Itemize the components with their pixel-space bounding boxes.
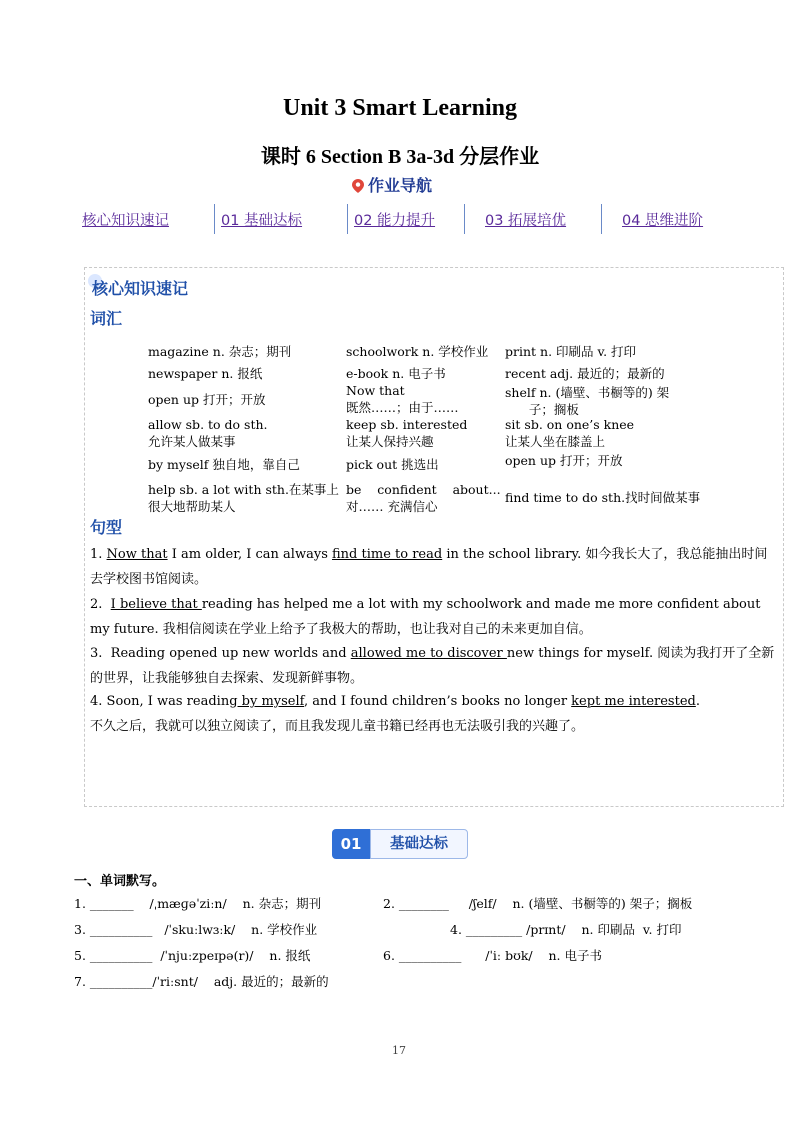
vocab-item: Now that 既然……；由于…… bbox=[346, 383, 459, 415]
sentence-heading: 句型 bbox=[90, 518, 123, 537]
page-number: 17 bbox=[392, 1044, 406, 1057]
vocab-item: open up 打开；开放 bbox=[505, 453, 623, 468]
vocab-item: print n. 印刷品 v. 打印 bbox=[505, 344, 637, 359]
sentence-item: 3. Reading opened up new worlds and allowed me to discover new things for myself. 阅读为我打开了全新的世界，让我能够独自去探索、发现新鲜事物。 bbox=[90, 646, 775, 686]
vocab-item: keep sb. interested 让某人保持兴趣 bbox=[346, 417, 468, 449]
nav-link-core[interactable]: 核心知识速记 bbox=[82, 212, 169, 229]
page-subtitle: 课时 6 Section B 3a-3d 分层作业 bbox=[260, 146, 540, 168]
question-item: 7. __________/ˈriːsnt/ adj. 最近的；最新的 bbox=[74, 974, 329, 989]
vocab-item: sit sb. on one’s knee 让某人坐在膝盖上 bbox=[505, 417, 635, 449]
vocab-item: open up 打开；开放 bbox=[148, 392, 266, 407]
page-title: Unit 3 Smart Learning bbox=[283, 95, 517, 121]
vocab-item: allow sb. to do sth. 允许某人做某事 bbox=[148, 417, 268, 449]
vocab-item: by myself 独自地，靠自己 bbox=[148, 457, 300, 472]
question-item: 4. _________ /prɪnt/ n. 印刷品 v. 打印 bbox=[450, 922, 682, 937]
exercise-badge bbox=[332, 829, 468, 859]
sentence-item: 4. Soon, I was reading by myself, and I found children’s books no longer kept me interested. bbox=[90, 694, 700, 709]
vocab-item: newspaper n. 报纸 bbox=[148, 366, 263, 381]
vocab-item: find time to do sth.找时间做某事 bbox=[505, 490, 701, 505]
vocab-item: schoolwork n. 学校作业 bbox=[346, 344, 489, 359]
question-item: 3. __________ /ˈskuːlwɜːk/ n. 学校作业 bbox=[74, 922, 318, 937]
homework-nav bbox=[82, 204, 722, 234]
vocab-heading: 词汇 bbox=[90, 309, 123, 328]
vocab-item: shelf n. (墙壁、书橱等的) 架 子；搁板 bbox=[505, 385, 670, 417]
vocab-item: e-book n. 电子书 bbox=[346, 366, 446, 381]
vocab-item: recent adj. 最近的；最新的 bbox=[505, 366, 665, 381]
core-knowledge-label: 核心知识速记 bbox=[92, 279, 189, 298]
homework-nav-header bbox=[352, 173, 432, 196]
core-knowledge-heading bbox=[92, 276, 188, 299]
vocab-item: help sb. a lot with sth.在某事上 很大地帮助某人 bbox=[148, 482, 339, 514]
badge-number: 01 bbox=[332, 829, 370, 859]
question-heading: 一、单词默写。 bbox=[74, 874, 166, 889]
vocab-item: magazine n. 杂志；期刊 bbox=[148, 344, 292, 359]
nav-link-basic[interactable]: 01 基础达标 bbox=[221, 212, 303, 229]
question-item: 1. _______ /ˌmæɡəˈziːn/ n. 杂志；期刊 bbox=[74, 896, 322, 911]
sentence-translation: 不久之后，我就可以独立阅读了，而且我发现儿童书籍已经再也无法吸引我的兴趣了。 bbox=[90, 719, 585, 734]
nav-link-ability[interactable]: 02 能力提升 bbox=[354, 212, 436, 229]
question-item: 5. __________ /ˈnjuːzpeɪpə(r)/ n. 报纸 bbox=[74, 948, 311, 963]
nav-header-label: 作业导航 bbox=[368, 176, 433, 195]
vocab-item: be confident about... 对…… 充满信心 bbox=[346, 482, 501, 514]
question-item: 6. __________ /ˈiː bʊk/ n. 电子书 bbox=[383, 948, 603, 963]
sentence-item: 1. Now that I am older, I can always find time to read in the school library. 如今我长大了，我总能抽出时间去学校图书馆阅读。 bbox=[90, 547, 768, 587]
question-item: 2. ________ /ʃelf/ n. (墙壁、书橱等的) 架子；搁板 bbox=[383, 896, 693, 911]
sentence-item: 2. I believe that reading has helped me a lot with my schoolwork and made me more confident about my future. 我相信阅读在学业上给予了我极大的帮助，也让我对自己的未来更加自信。 bbox=[90, 597, 761, 637]
vocab-item: pick out 挑选出 bbox=[346, 457, 439, 472]
nav-link-extend[interactable]: 03 拓展培优 bbox=[485, 212, 567, 229]
nav-link-thinking[interactable]: 04 思维进阶 bbox=[622, 212, 704, 229]
badge-label: 基础达标 bbox=[370, 829, 468, 859]
location-pin-icon bbox=[352, 178, 364, 192]
